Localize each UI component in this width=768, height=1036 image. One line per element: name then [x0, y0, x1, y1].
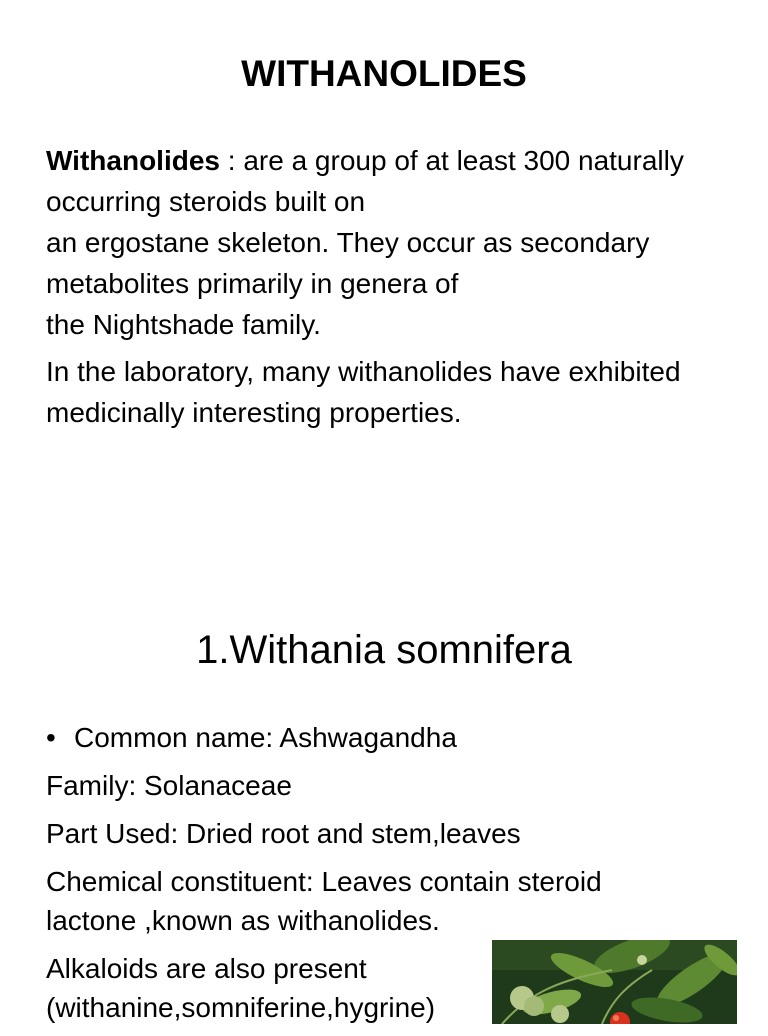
slide-withania-somnifera [0, 512, 768, 1024]
definition-text: : are a group of at least 300 naturally occurring steroids built on [46, 145, 684, 217]
laboratory-paragraph: In the laboratory, many withanolides have exhibited medicinally interesting properties. [46, 356, 681, 428]
definition-paragraph [46, 140, 726, 345]
chemical-constituent-text: Chemical constituent: Leaves contain steroid lactone ,known as withanolides. [46, 866, 602, 936]
withania-plant-photo [492, 940, 737, 1024]
alkaloids-text: Alkaloids are also present (withanine,somniferine,hygrine) [46, 953, 436, 1023]
plant-image [492, 940, 737, 1024]
family-text: Family: Solanaceae [46, 770, 292, 801]
slide-body [46, 140, 726, 433]
slide-withanolides [0, 0, 768, 512]
bullet-icon: • [46, 722, 56, 753]
definition-text-line3: an ergostane skeleton. They occur as secondary metabolites primarily in genera of [46, 227, 650, 299]
term-withanolides: Withanolides [46, 145, 220, 176]
slide-title: 1.Withania somnifera [196, 628, 572, 672]
part-used-text: Part Used: Dried root and stem,leaves [46, 818, 521, 849]
definition-text-line5: the Nightshade family. [46, 309, 321, 340]
slide-title: WITHANOLIDES [241, 53, 527, 94]
bullet-item-common-name [46, 718, 736, 757]
common-name-text: Common name: Ashwagandha [74, 722, 457, 753]
